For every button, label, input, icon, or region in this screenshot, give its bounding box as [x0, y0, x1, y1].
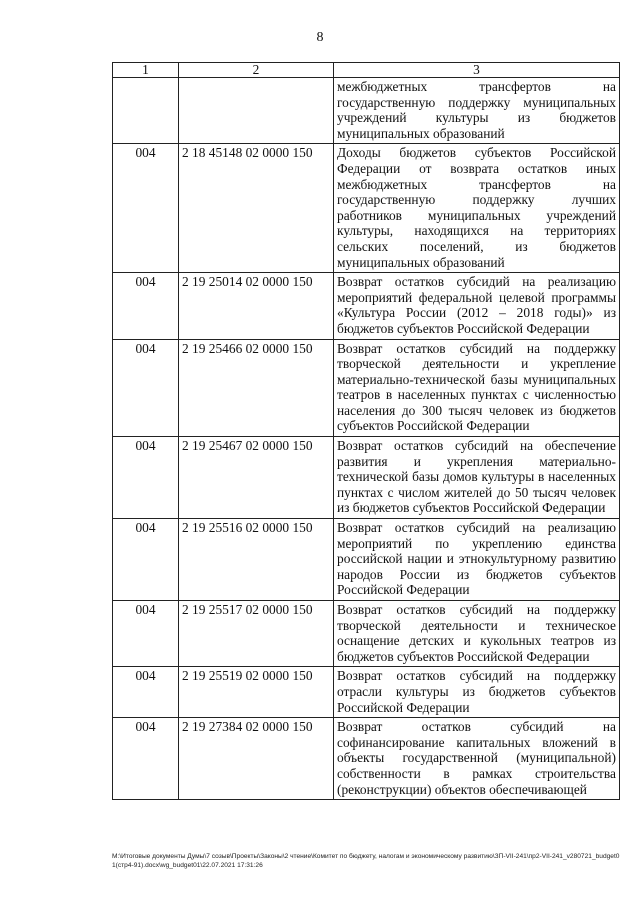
kbk-code-cell: 2 19 25014 02 0000 150	[179, 273, 334, 339]
table-row	[113, 273, 620, 339]
table-row	[113, 437, 620, 519]
document-path-footer: M:\Итоговые документы Думы\7 созыв\Проекты\Законы\2 чтение\Комитет по бюджету, налогам и экономическому развитию\ЗП-VII-241\пр2-VII-241_v280721_budget01(стр4-91).docx\wg_budget01\22.07.2021 17:31:26	[112, 853, 620, 869]
table-row	[113, 667, 620, 718]
description-cell: Возврат остатков субсидий на поддержку отрасли культуры из бюджетов субъектов Российской Федерации	[334, 667, 620, 718]
column-header-1: 1	[113, 63, 179, 78]
admin-code-cell: 004	[113, 519, 179, 601]
table-header-row	[113, 63, 620, 78]
description-cell: Возврат остатков субсидий на софинансирование капитальных вложений в объекты государственной (муниципальной) собственности в рамках строительства (реконструкции) объектов обеспечивающей	[334, 718, 620, 800]
description-cell: Возврат остатков субсидий на обеспечение развития и укрепления материально-технической базы домов культуры в населенных пунктах с числом жителей до 50 тысяч человек из бюджетов субъектов Российской Федерации	[334, 437, 620, 519]
table-row	[113, 718, 620, 800]
kbk-code-cell: 2 19 25517 02 0000 150	[179, 601, 334, 667]
description-cell: Возврат остатков субсидий на поддержку творческой деятельности и укрепление материально-технической базы муниципальных театров в населенных пунктах с численностью населения до 300 тысяч человек из бюджетов субъектов Российской Федерации	[334, 339, 620, 437]
kbk-code-cell: 2 19 25516 02 0000 150	[179, 519, 334, 601]
admin-code-cell: 004	[113, 718, 179, 800]
admin-code-cell: 004	[113, 437, 179, 519]
kbk-code-cell: 2 19 25467 02 0000 150	[179, 437, 334, 519]
kbk-code-cell	[179, 78, 334, 144]
budget-code-table	[112, 62, 620, 800]
description-cell: Возврат остатков субсидий на реализацию мероприятий федеральной целевой программы «Культура России (2012 – 2018 годы)» из бюджетов субъектов Российской Федерации	[334, 273, 620, 339]
table-row	[113, 339, 620, 437]
table-row	[113, 144, 620, 273]
kbk-code-cell: 2 19 25466 02 0000 150	[179, 339, 334, 437]
admin-code-cell	[113, 78, 179, 144]
table-row	[113, 601, 620, 667]
description-cell: Доходы бюджетов субъектов Российской Федерации от возврата остатков иных межбюджетных трансфертов на государственную поддержку лучших работников муниципальных учреждений культуры, находящихся на территориях сельских поселений, из бюджетов муниципальных образований	[334, 144, 620, 273]
description-cell: Возврат остатков субсидий на поддержку творческой деятельности и техническое оснащение детских и кукольных театров из бюджетов субъектов Российской Федерации	[334, 601, 620, 667]
admin-code-cell: 004	[113, 339, 179, 437]
admin-code-cell: 004	[113, 601, 179, 667]
column-header-3: 3	[334, 63, 620, 78]
description-cell: межбюджетных трансфертов на государственную поддержку муниципальных учреждений культуры из бюджетов муниципальных образований	[334, 78, 620, 144]
page-number: 8	[316, 30, 324, 45]
kbk-code-cell: 2 19 27384 02 0000 150	[179, 718, 334, 800]
admin-code-cell: 004	[113, 144, 179, 273]
description-cell: Возврат остатков субсидий на реализацию мероприятий по укреплению единства российской нации и этнокультурному развитию народов России из бюджетов субъектов Российской Федерации	[334, 519, 620, 601]
kbk-code-cell: 2 19 25519 02 0000 150	[179, 667, 334, 718]
column-header-2: 2	[179, 63, 334, 78]
admin-code-cell: 004	[113, 667, 179, 718]
table-row	[113, 519, 620, 601]
admin-code-cell: 004	[113, 273, 179, 339]
table-row	[113, 78, 620, 144]
kbk-code-cell: 2 18 45148 02 0000 150	[179, 144, 334, 273]
